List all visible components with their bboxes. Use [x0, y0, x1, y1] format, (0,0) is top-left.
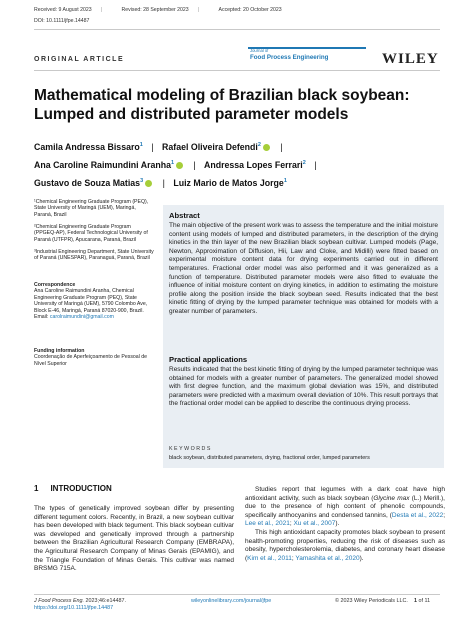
- footer-journal: J Food Process Eng.: [34, 598, 85, 604]
- abstract-text: The main objective of the present work was to assess the temperature and the initial moisture content using models of lumped and distributed parameters, in the description of the drying kinetics in the thin layer of the new Brazilian black soybean cultivar. Lumped models (Page, Newton, Approximation of Diffusion, Hii, Law and Cloke, and Midilli) were fitted based on experimental moisture content data for drying experiments carried out in different temperatures. Fractional order model was also performed and it was generalized as a function of temperature. Distributed parameter models were also fitted to evaluate the influence of initial moisture content on drying kinetics, in addition to estimating the moisture profile along the position inside the black soybean seed. Results indicated that the best kinetic fitting of drying by the lumped parameter technique was obtained for models with a greater number of parameters.: [169, 222, 438, 315]
- footer-journal-link: [191, 598, 271, 604]
- section-number: 1: [34, 484, 39, 493]
- correspondence-block: [34, 282, 154, 320]
- correspondence-text: Ana Caroline Raimundini Aranha, Chemical Engineering Graduate Program (PEQ), State University of Maringá (UEM), 5790 Colombo Ave, Block E-46, Maringá, Paraná 87020-900, Brazil.: [34, 288, 148, 314]
- citation-link[interactable]: Lee et al., 2021: [245, 520, 290, 528]
- author-list: Camila Andressa Bissaro$^1$ | Rafael Oliveira Defendi$^2$ | Ana Caroline Raimundini Aranha$^1$ | Andressa Lopes Ferrari$^2$ | Gustavo de Souza Matias$^3$ | Luiz Mario de Matos Jorge$^1$: [34, 141, 317, 188]
- title-line-2: Lumped and distributed parameter models: [34, 106, 349, 123]
- author-affiliation-marker: 2: [302, 159, 306, 166]
- intro-right-column: [245, 486, 445, 563]
- author-affiliation-marker: 1: [171, 159, 175, 166]
- publisher-logo[interactable]: WILEY: [382, 51, 439, 67]
- author-affiliation-marker: 3: [140, 177, 144, 184]
- article-type: ORIGINAL ARTICLE: [34, 56, 125, 63]
- article-title: [34, 86, 434, 124]
- intro-paragraph-2: This high antioxidant capacity promotes black soybean to present health-promoting properties, reducing the risk of diseases such as obesity, hypercholesterolemia, diabetes, and coronary heart disease (Kim et al., 2011; Yamashita et al., 2020).: [245, 528, 445, 562]
- funding-text: Coordenação de Aperfeiçoamento de Pessoal de Nível Superior: [34, 354, 148, 367]
- title-divider: [34, 70, 440, 71]
- citation-link[interactable]: Kim et al., 2011: [247, 554, 292, 562]
- practical-applications-text: Results indicated that the best kinetic fitting of drying by the lumped parameter technique was obtained for models with a greater number of parameters. The generalized model showed with first degree function, and the maximum global deviation was 15%, and distributed parameters were predicted with a maximum overall deviation of 10%. This result portrays that the fractional order model can be applied to describe the continuous drying process.: [169, 366, 438, 408]
- keywords-text: black soybean, distributed parameters, drying, fractional order, lumped parameters: [169, 455, 370, 461]
- author-name[interactable]: Camila Andressa Bissaro: [34, 141, 140, 152]
- orcid-icon[interactable]: [263, 144, 270, 151]
- journal-logo-name: Food Process Engineering: [250, 54, 329, 61]
- section-heading: [34, 484, 112, 493]
- orcid-icon[interactable]: [176, 162, 183, 169]
- journal-website-link[interactable]: wileyonlinelibrary.com/journal/jfpe: [191, 598, 272, 604]
- author-name[interactable]: Gustavo de Souza Matias: [34, 177, 141, 188]
- affiliation-3: ³Industrial Engineering Department, State University of Paraná (UNESPAR), Paranaguá, Paraná, Brazil: [34, 249, 154, 262]
- author-affiliation-marker: 1: [283, 177, 287, 184]
- practical-applications-heading: Practical applications: [169, 355, 248, 364]
- abstract-heading: Abstract: [169, 211, 200, 220]
- funding-heading: Funding information: [34, 348, 85, 354]
- email-label: Email:: [34, 314, 49, 321]
- footer-volume: 2023;46:e14487.: [84, 598, 127, 604]
- author-name[interactable]: Rafael Oliveira Defendi: [162, 141, 258, 152]
- footer-divider: [34, 594, 440, 595]
- publication-history: Received: 9 August 2023 | Revised: 28 September 2023 | Accepted: 20 October 2023: [34, 7, 282, 13]
- author-affiliation-marker: 1: [139, 142, 143, 148]
- intro-left-column: The types of genetically improved soybean differ by presenting different tegument colors. Recently, in Brazil, a new soybean cultivar has been developed with black tegument. This black soybean cultivar was developed and genetically improved through a partnership between the Brazilian Agricultural Research Company (EMBRAPA), the Agricultural Research Company of Minas Gerais (EPAMIG), and the Triangle Foundation of Minas Gerais. This cultivar was named BRSMG 715A.: [34, 505, 234, 573]
- author-name[interactable]: Andressa Lopes Ferrari: [203, 159, 303, 170]
- citation-link[interactable]: Desta et al., 2022: [391, 511, 444, 519]
- author-affiliation-marker: 2: [257, 142, 261, 148]
- citation-link[interactable]: Yamashita et al., 2020: [295, 554, 360, 562]
- footer-copyright: © 2023 Wiley Periodicals LLC.: [335, 598, 408, 604]
- received-date: Received: 9 August 2023: [34, 7, 92, 13]
- page-number: 1 of 11: [414, 598, 431, 604]
- intro-paragraph-1: Studies report that legumes with a dark coat have high antioxidant activity, such as black soybean (Glycine max (L.) Merill.), due to the presence of high content of phenolic compounds, specifically anthocyanins and condensed tannins, (Desta et al., 2022; Lee et al., 2021; Xu et al., 2007).: [245, 486, 446, 528]
- email-link[interactable]: carolraimundini@gmail.com: [49, 314, 114, 321]
- author-name[interactable]: Luiz Mario de Matos Jorge: [173, 177, 284, 188]
- keywords-heading: KEYWORDS: [169, 446, 212, 452]
- revised-date: Revised: 28 September 2023: [121, 7, 189, 13]
- affiliation-2: ²Chemical Engineering Graduate Program (PPGEQ-AP), Federal Technological University of Paraná (UTFPR), Apucarana, Paraná, Brazil: [34, 224, 148, 243]
- orcid-icon[interactable]: [145, 180, 152, 187]
- funding-block: [34, 348, 154, 367]
- doi-text: DOI: 10.1111/jfpe.14487: [34, 18, 90, 24]
- author-name[interactable]: Ana Caroline Raimundini Aranha: [34, 159, 172, 170]
- section-title: INTRODUCTION: [50, 484, 112, 493]
- citation-link[interactable]: Xu et al., 2007: [293, 520, 336, 528]
- abstract-box: [163, 205, 444, 468]
- accepted-date: Accepted: 20 October 2023: [218, 7, 282, 13]
- footer-citation: [34, 598, 126, 612]
- footer-doi-link[interactable]: https://doi.org/10.1111/jfpe.14487: [34, 605, 114, 611]
- affiliation-1: ¹Chemical Engineering Graduate Program (PEQ), State University of Maringá (UEM), Maringá, Paraná, Brazil: [34, 199, 149, 218]
- title-line-1: Mathematical modeling of Brazilian black soybean:: [34, 87, 410, 104]
- correspondence-heading: Correspondence: [34, 282, 76, 288]
- journal-logo-prefix: Journal of: [250, 48, 269, 53]
- header-divider: [34, 29, 440, 30]
